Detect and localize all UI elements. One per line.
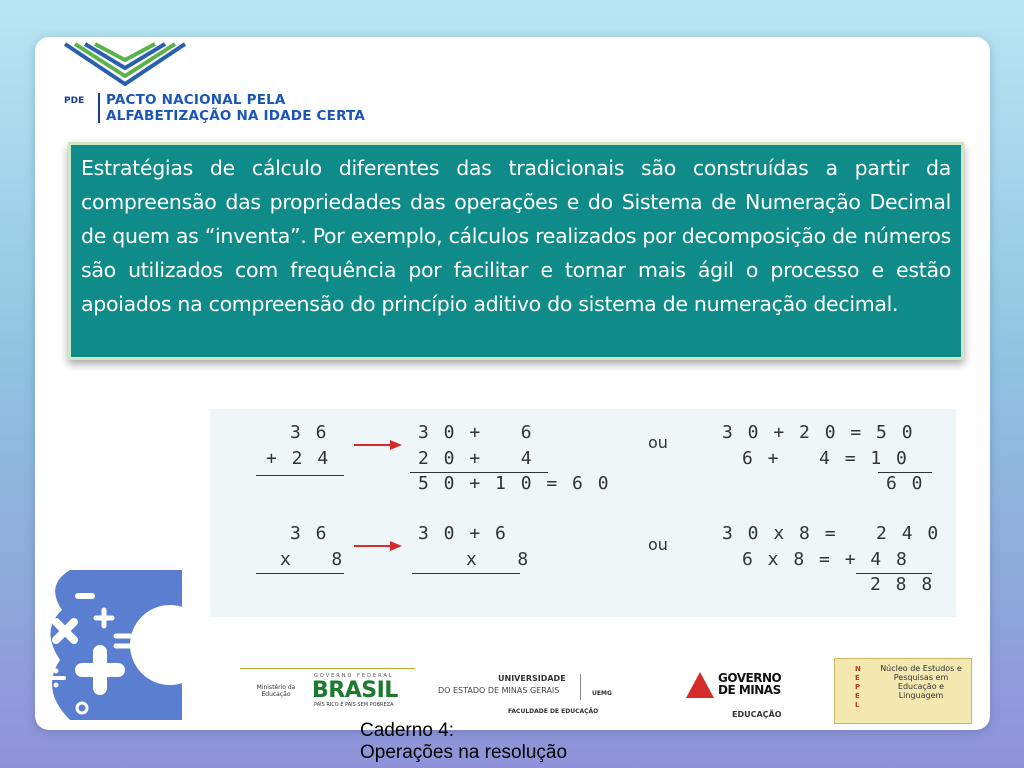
add-operand-1: 3 6 — [290, 422, 329, 443]
ou-label-1: ou — [648, 433, 668, 452]
strategy-textbox — [68, 142, 964, 360]
caption-line1: Caderno 4: — [360, 720, 455, 741]
nepel-text: Núcleo de Estudos e Pesquisas em Educação e Linguagem — [880, 664, 962, 700]
brasil-logo: BRASIL — [312, 678, 398, 703]
footer-divider — [240, 668, 415, 669]
ou-label-2: ou — [648, 535, 668, 554]
pde-label: PDE — [64, 96, 85, 106]
strategy-paragraph: Estratégias de cálculo diferentes das tradicionais são construídas a partir da compreensão das propriedades das operações e do Sistema de Numeração Decimal de quem as “inventa”. Por exemplo, cálculos realizados por decomposição de números são utilizados com frequência por facilitar e tornar mais ágil o processo e estão apoiados na compreensão do princípio aditivo do sistema de numeração decimal. — [81, 156, 951, 316]
add-decomp-1: 3 0 + 6 — [418, 422, 534, 443]
caption — [360, 720, 567, 764]
nepel-logo — [834, 658, 972, 724]
add-decomp-result: 5 0 + 1 0 = 6 0 — [418, 473, 611, 494]
pacto-title-line1: PACTO NACIONAL PELA — [106, 92, 286, 108]
calculation-panel — [210, 409, 956, 617]
uemg-line2: DO ESTADO DE MINAS GERAIS — [438, 686, 560, 695]
add-decomp-2: 2 0 + 4 — [418, 448, 534, 469]
pacto-title — [106, 92, 365, 124]
ministerio-label: Ministério da Educação — [256, 684, 296, 698]
mul-alt-result: 2 8 8 — [870, 574, 935, 595]
governo-line2: DE MINAS — [718, 683, 781, 697]
arrow-right-icon — [354, 540, 404, 552]
logo-divider — [98, 93, 100, 123]
mul-decomp-2: x 8 — [466, 549, 531, 570]
math-symbols-decoration-icon — [40, 570, 182, 720]
caption-line2: Operações na resolução — [360, 742, 568, 763]
mul-operand-1: 3 6 — [290, 523, 329, 544]
mul-operand-2: x 8 — [280, 549, 345, 570]
uemg-divider — [580, 674, 581, 700]
add-sum-line — [256, 475, 344, 476]
nepel-letters: NEPEL — [855, 665, 861, 709]
arrow-right-icon — [354, 439, 404, 451]
uemg-line3: FACULDADE DE EDUCAÇÃO — [508, 708, 599, 715]
mul-alt-1: 3 0 x 8 = 2 4 0 — [722, 523, 941, 544]
add-alt-result: 6 0 — [886, 473, 925, 494]
governo-educacao: EDUCAÇÃO — [732, 710, 782, 719]
governo-line1: GOVERNO — [718, 671, 782, 685]
governo-minas-logo — [718, 672, 781, 696]
pacto-logo-chevron-icon — [60, 40, 190, 90]
mul-alt-2: 6 x 8 = + 4 8 — [742, 549, 909, 570]
uemg-abbr: UEMG — [592, 690, 612, 697]
brasil-slogan: PAÍS RICO É PAÍS SEM POBREZA — [314, 702, 394, 708]
brasil-top-label: GOVERNO FEDERAL — [314, 673, 394, 679]
footer-logos — [240, 660, 980, 730]
add-alt-1: 3 0 + 2 0 = 5 0 — [722, 422, 915, 443]
mul-decomp-1: 3 0 + 6 — [418, 523, 508, 544]
add-alt-2: 6 + 4 = 1 0 — [742, 448, 909, 469]
minas-triangle-icon — [684, 670, 716, 700]
add-operand-2: + 2 4 — [266, 448, 331, 469]
pacto-title-line2: ALFABETIZAÇÃO NA IDADE CERTA — [106, 108, 366, 124]
uemg-line1: UNIVERSIDADE — [498, 674, 566, 683]
mul-line — [256, 573, 344, 574]
mul-decomp-line — [412, 573, 520, 574]
